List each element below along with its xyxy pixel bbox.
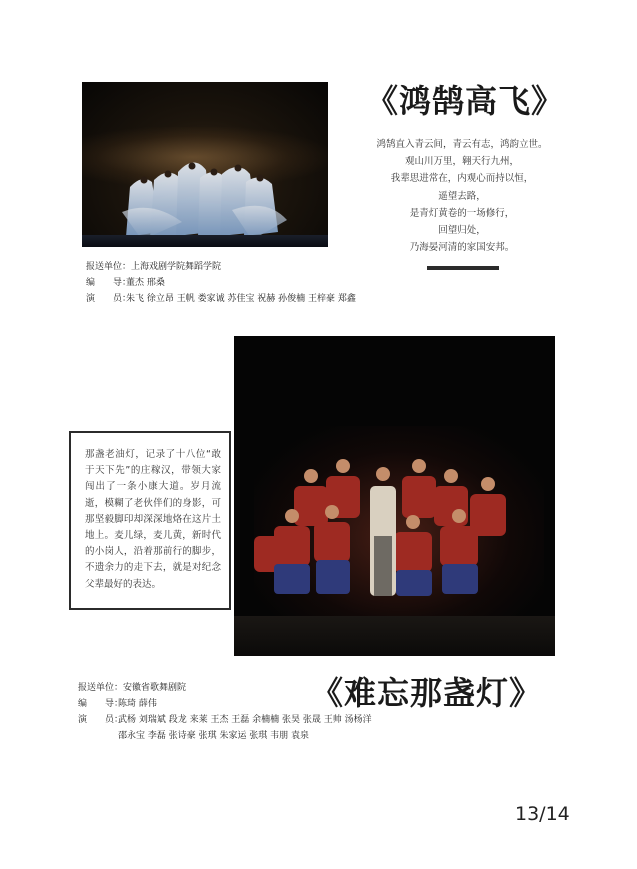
credit-cast-label: 演 员： bbox=[86, 294, 132, 304]
poem-line: 观山川万里，翱天行九州， bbox=[404, 156, 519, 168]
poem-line: 我辈思进常在，内观心而持以恒， bbox=[390, 173, 534, 185]
story-box bbox=[69, 431, 231, 610]
performers-group bbox=[234, 336, 555, 656]
poem-line: 是青灯黄卷的一场修行， bbox=[409, 207, 515, 219]
credit-director: 董杰 邢桑 bbox=[126, 278, 165, 288]
section1-poem bbox=[366, 136, 558, 256]
section1-credits bbox=[86, 259, 356, 307]
section1-title: 《鸿鹄高飞》 bbox=[366, 82, 565, 120]
poem-line: 回望归处， bbox=[438, 225, 486, 237]
poem-line: 乃海晏河清的家国安邦。 bbox=[409, 242, 515, 254]
credit-cast-label: 演 员： bbox=[78, 715, 124, 725]
credit-director-label: 编 导： bbox=[86, 278, 132, 288]
credit-director-label: 编 导： bbox=[78, 699, 124, 709]
dance-photo-2 bbox=[234, 336, 555, 656]
credit-cast: 朱飞 徐立昂 王帆 娄家诚 苏佳宝 祝赫 孙俊楠 王梓豪 郑鑫 bbox=[126, 294, 356, 304]
section-divider bbox=[427, 266, 499, 270]
poem-line: 遥望去路， bbox=[438, 190, 486, 202]
poem-line: 鸿鹄直入青云间，青云有志，鸿韵立世。 bbox=[376, 139, 548, 150]
section2-credits bbox=[78, 680, 372, 744]
story-text: 那盏老油灯，记录了十八位“敢于天下先”的庄稼汉，带领大家闯出了一条小康大道。岁月流逝，模糊了老伙伴们的身影，可那坚毅脚印却深深地烙在这片土地上。麦儿绿，麦儿黄，新时代的小岗人，沿着那前行的脚步，不遗余力的走下去，就是对纪念父辈最好的表达。 bbox=[85, 449, 221, 590]
dancers-figures bbox=[82, 82, 328, 247]
dance-photo-1 bbox=[82, 82, 328, 247]
credit-unit: 报送单位：上海戏剧学院舞蹈学院 bbox=[86, 262, 222, 272]
page-number: 13/14 bbox=[515, 803, 570, 825]
credit-cast: 武杨 刘瑞斌 段龙 来莱 王杰 王磊 余楠楠 张昊 张晟 王帅 汤杨洋 bbox=[118, 715, 372, 725]
credit-director: 陈琦 薛伟 bbox=[118, 699, 157, 709]
credit-unit: 报送单位：安徽省歌舞剧院 bbox=[78, 683, 187, 693]
section2-title: 《难忘那盏灯》 bbox=[311, 674, 543, 712]
credit-cast-continued: 邵永宝 李磊 张诗豪 张琪 朱家运 张琪 韦朋 袁泉 bbox=[118, 731, 310, 741]
